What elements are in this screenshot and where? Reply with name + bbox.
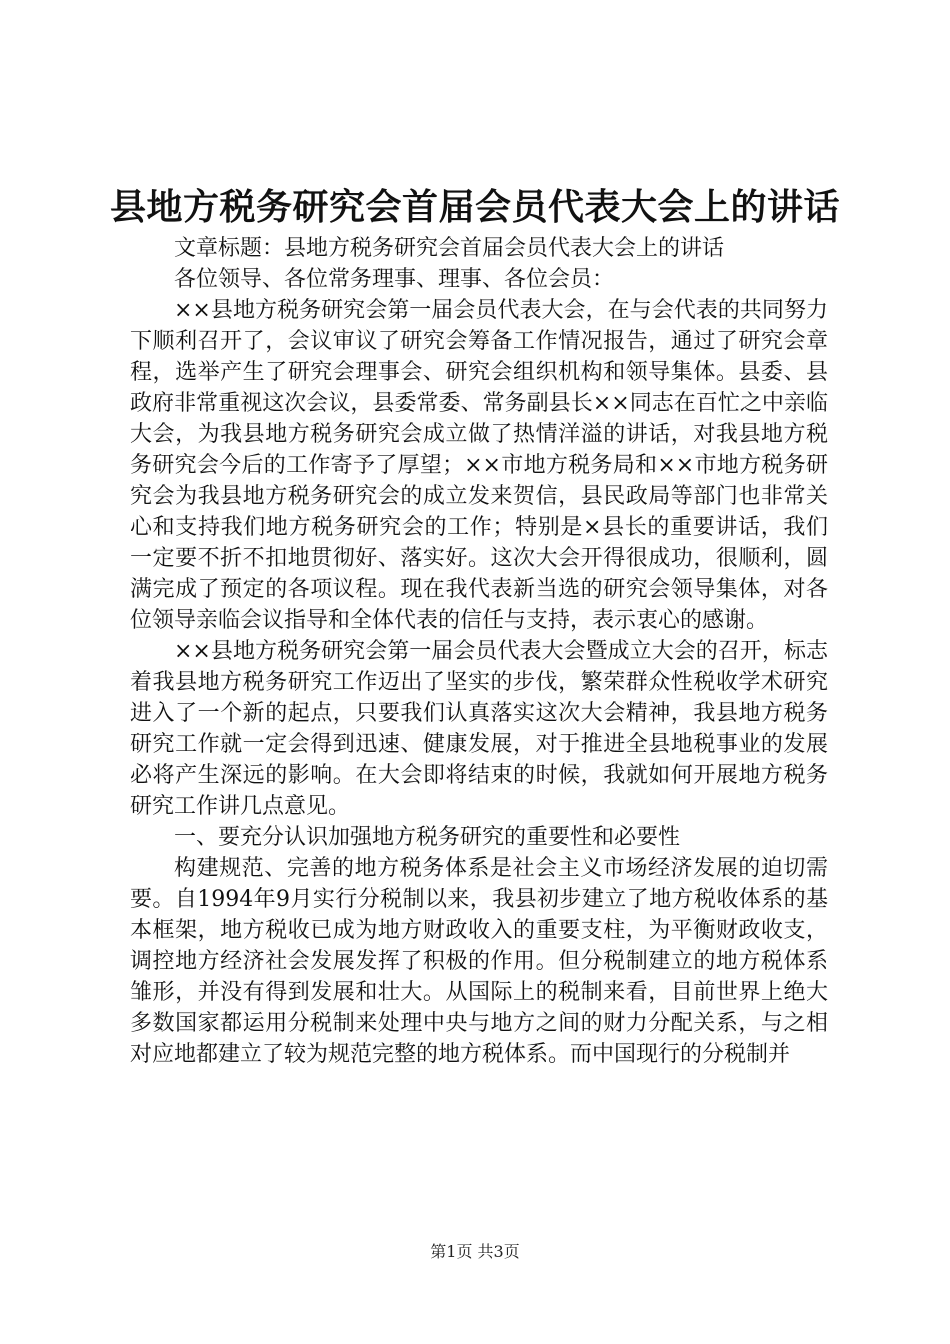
section-heading: 一、要充分认识加强地方税务研究的重要性和必要性 (174, 825, 681, 850)
body-paragraph: ××县地方税务研究会第一届会员代表大会，在与会代表的共同努力下顺利召开了，会议审议了研究会筹备工作情况报告，通过了研究会章程，选举产生了研究会理事会、研究会组织机构和领导集体。县委、县政府非常重视这次会议，县委常委、常务副县长××同志在百忙之中亲临大会，为我县地方税务研究会成立做了热情洋溢的讲话，对我县地方税务研究会今后的工作寄予了厚望；××市地方税务局和××市地方税务研究会为我县地方税务研究会的成立发来贺信，县民政局等部门也非常关心和支持我们地方税务研究会的工作；特别是×县长的重要讲话，我们一定要不折不扣地贯彻好、落实好。这次大会开得很成功，很顺利，圆满完成了预定的各项议程。现在我代表新当选的研究会领导集体，对各位领导亲临会议指导和全体代表的信任与支持，表示衷心的感谢。 (130, 298, 828, 633)
body-paragraph: ××县地方税务研究会第一届会员代表大会暨成立大会的召开，标志着我县地方税务研究工作迈出了坚实的步伐，繁荣群众性税收学术研究进入了一个新的起点，只要我们认真落实这次大会精神，我县地方税务研究工作就一定会得到迅速、健康发展，对于推进全县地税事业的发展必将产生深远的影响。在大会即将结束的时候，我就如何开展地方税务研究工作讲几点意见。 (130, 639, 828, 819)
article-title-line: 文章标题：县地方税务研究会首届会员代表大会上的讲话 (174, 236, 725, 261)
salutation: 各位领导、各位常务理事、理事、各位会员： (174, 267, 615, 292)
page-indicator: 第1页 共3页 (430, 1242, 520, 1261)
page-footer (0, 1242, 950, 1262)
document-body (130, 233, 828, 1070)
body-paragraph: 构建规范、完善的地方税务体系是社会主义市场经济发展的迫切需要。自1994年9月实行分税制以来，我县初步建立了地方税收体系的基本框架，地方税收已成为地方财政收入的重要支柱，为平衡财政收支，调控地方经济社会发展发挥了积极的作用。但分税制建立的地方税体系雏形，并没有得到发展和壮大。从国际上的税制来看，目前世界上绝大多数国家都运用分税制来处理中央与地方之间的财力分配关系，与之相对应地都建立了较为规范完整的地方税体系。而中国现行的分税制并 (130, 856, 828, 1067)
page-title: 县地方税务研究会首届会员代表大会上的讲话 (109, 187, 840, 228)
